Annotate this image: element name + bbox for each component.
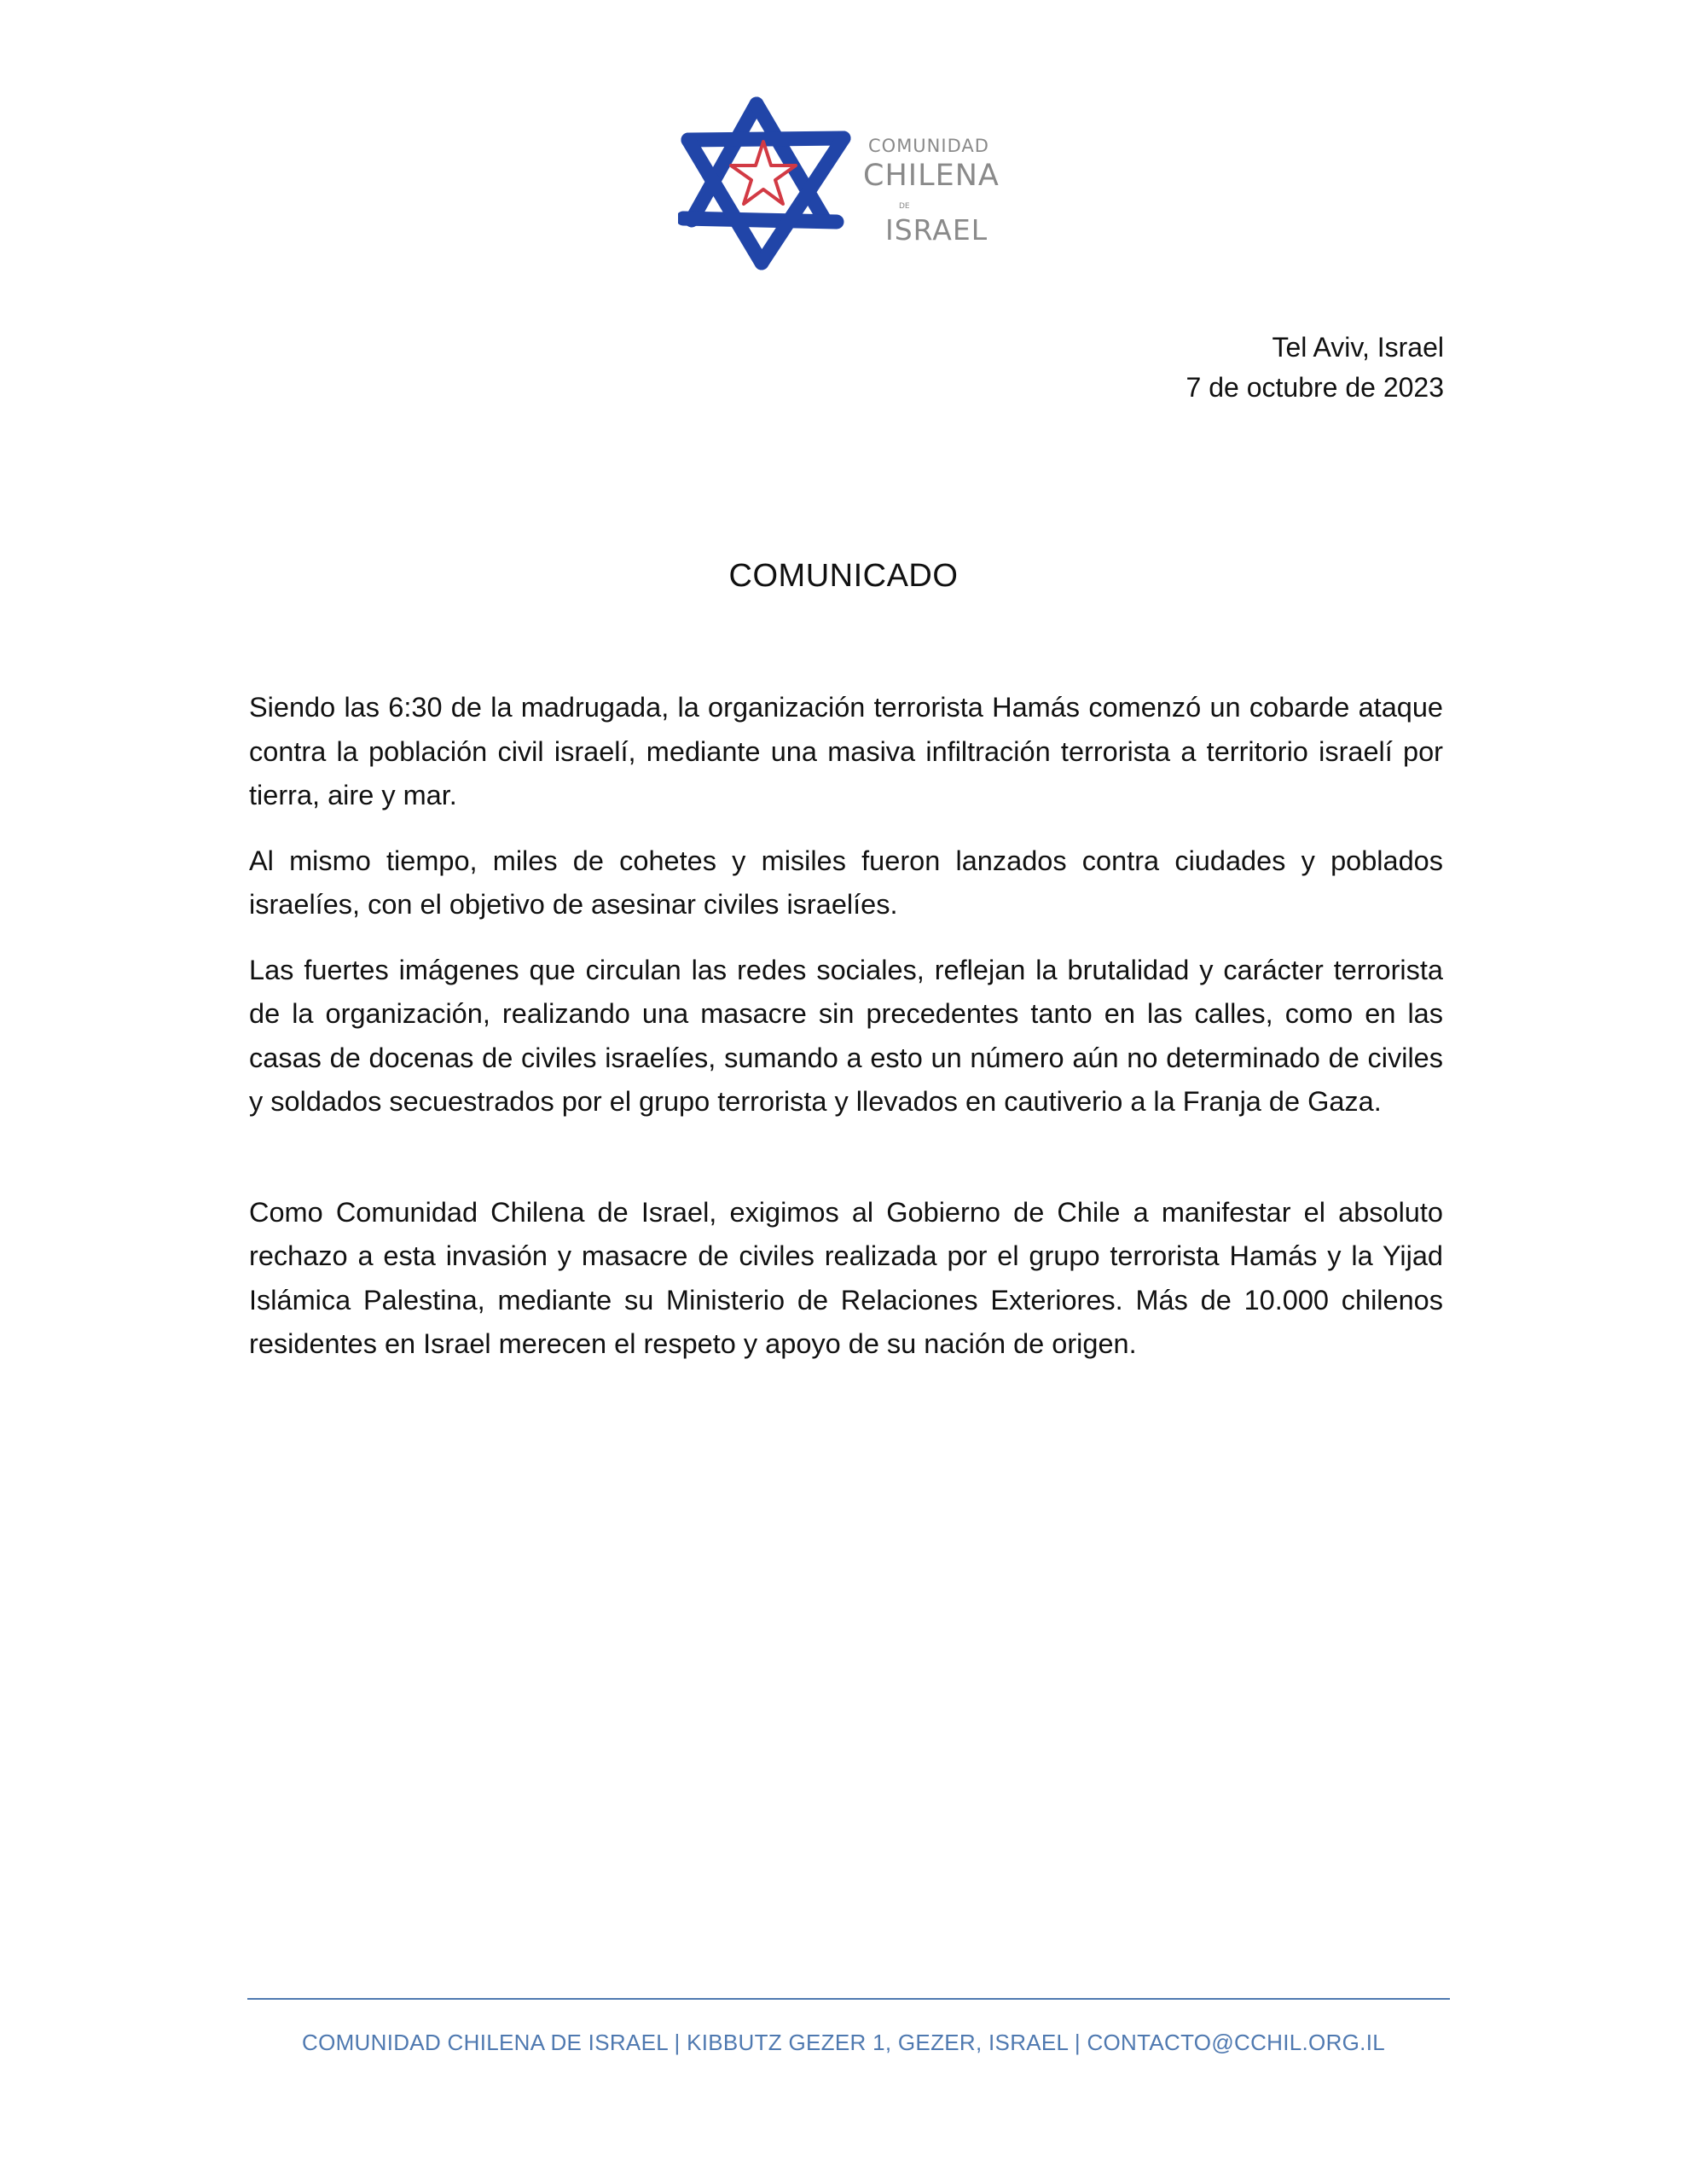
body-paragraph: Como Comunidad Chilena de Israel, exigimos al Gobierno de Chile a manifestar el absoluto rechazo a esta invasión y masacre de civiles realizada por el grupo terrorista Hamás y la Yijad Islámica Palestina, mediante su Ministerio de Relaciones Exteriores. Más de 10.000 chilenos residentes en Israel merecen el respeto y apoyo de su nación de origen. (249, 1196, 1443, 1359)
footer-contact: COMUNIDAD CHILENA DE ISRAEL | KIBBUTZ GEZER 1, GEZER, ISRAEL | CONTACTO@CCHIL.ORG.IL (302, 2030, 1385, 2055)
body-paragraph: Al mismo tiempo, miles de cohetes y misiles fueron lanzados contra ciudades y poblados israelíes, con el objetivo de asesinar civiles israelíes. (249, 845, 1443, 920)
footer-divider (247, 1998, 1450, 2000)
document-body (249, 686, 1443, 1388)
logo-text-line: CHILENA (863, 159, 1000, 193)
star-of-david-icon (678, 92, 857, 276)
place-date-block (1186, 328, 1444, 408)
body-paragraph: Las fuertes imágenes que circulan las redes sociales, reflejan la brutalidad y carácter terrorista de la organización, realizando una masacre sin precedentes tanto en las calles, como en las casas de docenas de civiles israelíes, sumando a esto un número aún no determinado de civiles y soldados secuestrados por el grupo terrorista y llevados en cautiverio a la Franja de Gaza. (249, 954, 1443, 1117)
place: Tel Aviv, Israel (1272, 332, 1444, 363)
organization-logo (678, 92, 1019, 276)
logo-text-line: COMUNIDAD (868, 136, 989, 156)
body-paragraph: Siendo las 6:30 de la madrugada, la organización terrorista Hamás comenzó un cobarde ataque contra la población civil israelí, mediante una masiva infiltración terrorista a territorio israelí por tierra, aire y mar. (249, 692, 1443, 810)
document-title: COMUNICADO (728, 558, 959, 594)
date: 7 de octubre de 2023 (1186, 372, 1444, 403)
logo-text-line: DE (899, 202, 910, 211)
logo-text-line: ISRAEL (885, 213, 988, 247)
